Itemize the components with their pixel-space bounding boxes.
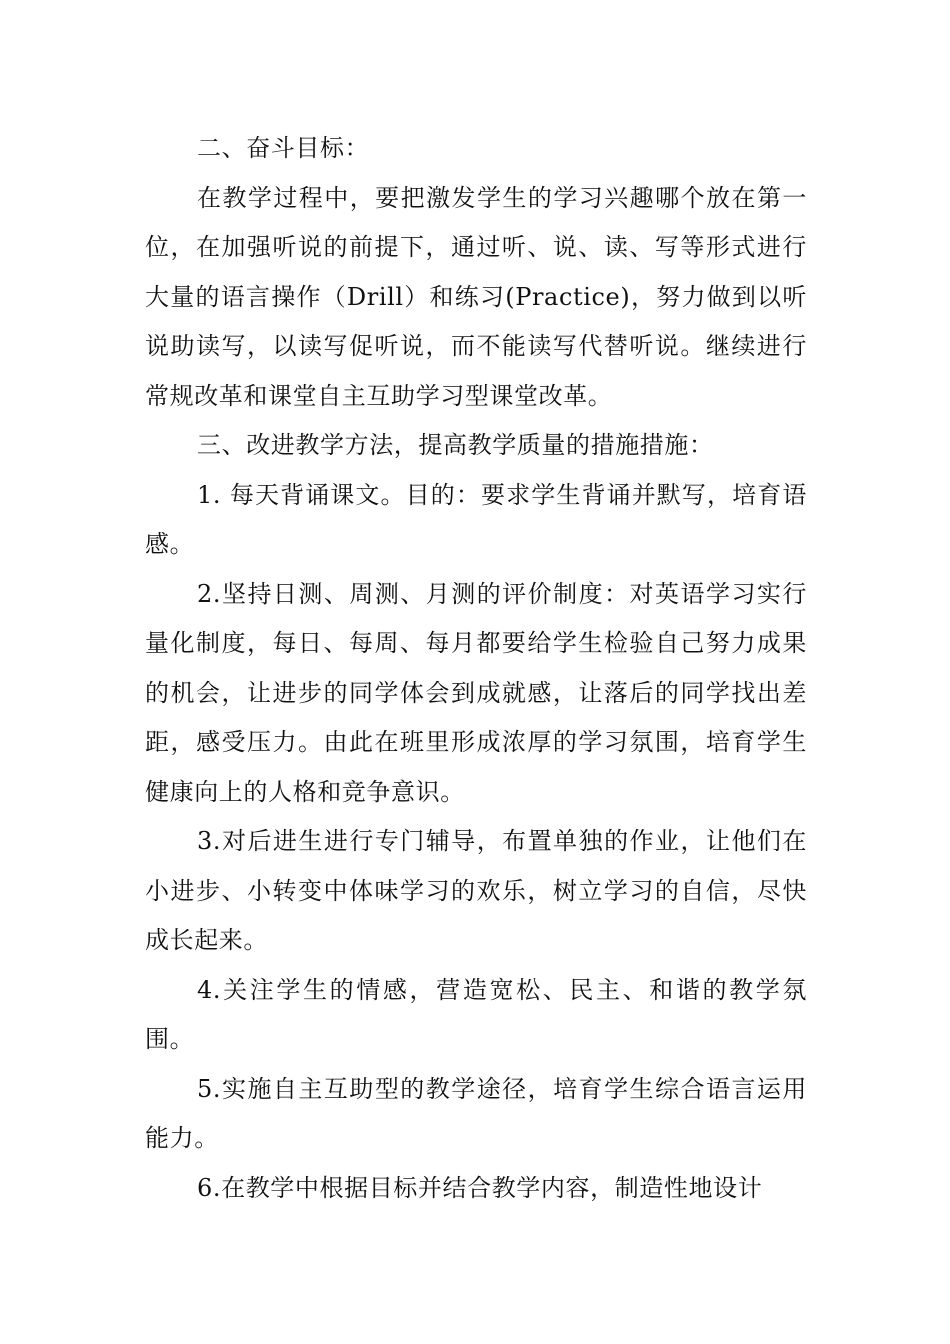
list-item-1: 1. 每天背诵课文。目的：要求学生背诵并默写，培育语感。 — [145, 480, 807, 558]
list-item-6: 6.在教学中根据目标并结合教学内容，制造性地设计 — [197, 1173, 763, 1202]
list-item-4: 4.关注学生的情感，营造宽松、民主、和谐的教学氛围。 — [145, 975, 807, 1053]
section-heading-methods: 三、改进教学方法，提高教学质量的措施措施： — [197, 431, 714, 459]
list-item-3: 3.对后进生进行专门辅导，布置单独的作业，让他们在小进步、小转变中体味学习的欢乐，树立学习的自信，尽快成长起来。 — [145, 827, 807, 954]
list-item-2: 2.坚持日测、周测、月测的评价制度：对英语学习实行量化制度，每日、每周、每月都要给学生检验自己努力成果的机会，让进步的同学体会到成就感，让落后的同学找出差距，感受压力。由此在班里形成浓厚的学习氛围，培育学生健康向上的人格和竞争意识。 — [145, 579, 807, 806]
paragraph-goals: 在教学过程中，要把激发学生的学习兴趣哪个放在第一位，在加强听说的前提下，通过听、说、读、写等形式进行大量的语言操作（Drill）和练习(Practice)，努力做到以听说助读写，以读写促听说，而不能读写代替听说。继续进行常规改革和课堂自主互助学习型课堂改革。 — [145, 183, 807, 410]
list-item-5: 5.实施自主互助型的教学途径，培育学生综合语言运用能力。 — [145, 1074, 807, 1152]
document-body — [145, 124, 807, 1213]
section-heading-goals: 二、奋斗目标： — [197, 134, 370, 162]
